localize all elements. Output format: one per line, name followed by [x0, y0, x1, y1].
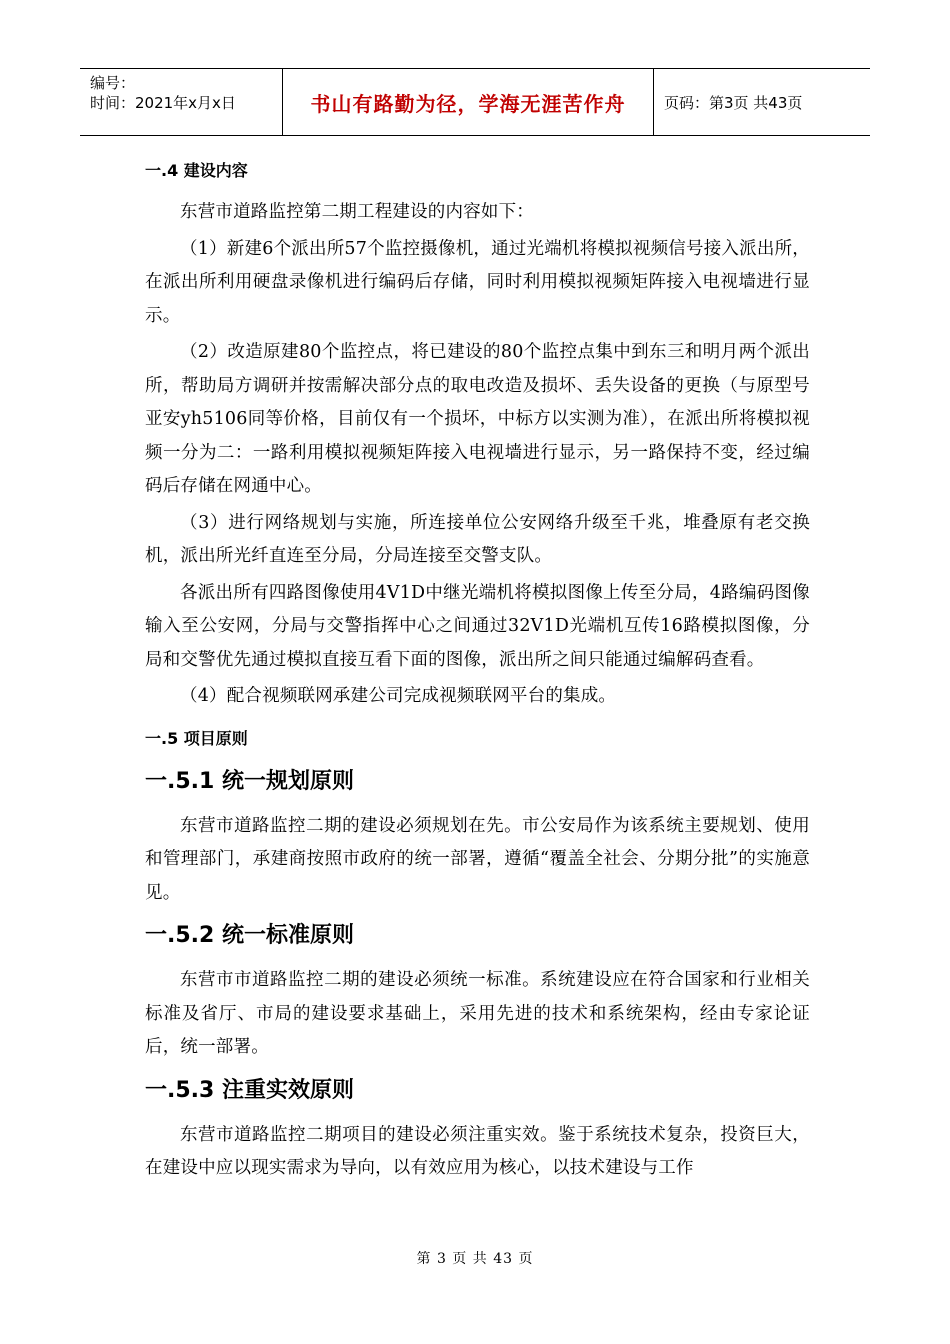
section-1-5-heading: 一.5 项目原则	[145, 728, 248, 748]
section-1-5-3-paragraph: 东营市道路监控二期项目的建设必须注重实效。鉴于系统技术复杂，投资巨大，在建设中应以现实需求为导向，以有效应用为核心，以技术建设与工作	[145, 1124, 810, 1178]
number-label: 编号：	[90, 74, 136, 92]
document-body	[145, 150, 810, 1189]
date-label: 时间：2021年x月x日	[90, 94, 236, 112]
section-1-5-2-heading: 一.5.2 统一标准原则	[145, 923, 354, 948]
section-1-4-item-2: （2）改造原建80个监控点，将已建设的80个监控点集中到东三和明月两个派出所，帮助局方调研并按需解决部分点的取电改造及损坏、丢失设备的更换（与原型号亚安yh5106同等价格，目前仅有一个损坏，中标方以实测为准），在派出所将模拟视频一分为二：一路利用模拟视频矩阵接入电视墙进行显示，另一路保持不变，经过编码后存储在网通中心。	[145, 342, 810, 496]
section-1-4-intro: 东营市道路监控第二期工程建设的内容如下：	[180, 202, 534, 222]
section-1-4-item-4: （4）配合视频联网承建公司完成视频联网平台的集成。	[180, 686, 617, 706]
section-1-4-item-1: （1）新建6个派出所57个监控摄像机，通过光端机将模拟视频信号接入派出所，在派出所利用硬盘录像机进行编码后存储，同时利用模拟视频矩阵接入电视墙进行显示。	[145, 238, 810, 326]
header-page-info: 页码：第3页 共43页	[664, 93, 803, 112]
motto: 书山有路勤为径，学海无涯苦作舟	[310, 91, 626, 116]
header-motto-cell	[282, 69, 654, 135]
section-1-4-item-3: （3）进行网络规划与实施，所连接单位公安网络升级至千兆，堆叠原有老交换机，派出所光纤直连至分局，分局连接至交警支队。	[145, 512, 810, 566]
section-1-4-heading: 一.4 建设内容	[145, 161, 248, 180]
page-footer: 第 3 页 共 43 页	[416, 1251, 534, 1267]
section-1-5-2-paragraph: 东营市市道路监控二期的建设必须统一标准。系统建设应在符合国家和行业相关标准及省厅、市局的建设要求基础上，采用先进的技术和系统架构，经由专家论证后，统一部署。	[145, 970, 810, 1057]
section-1-4-paragraph: 各派出所有四路图像使用4V1D中继光端机将模拟图像上传至分局，4路编码图像输入至公安网，分局与交警指挥中心之间通过32V1D光端机互传16路模拟图像，分局和交警优先通过模拟直接互看下面的图像，派出所之间只能通过编解码查看。	[145, 582, 810, 670]
page-header	[80, 68, 870, 136]
section-1-5-1-paragraph: 东营市道路监控二期的建设必须规划在先。市公安局作为该系统主要规划、使用和管理部门，承建商按照市政府的统一部署，遵循“覆盖全社会、分期分批”的实施意见。	[145, 815, 810, 903]
section-1-5-1-heading: 一.5.1 统一规划原则	[145, 768, 354, 794]
header-meta	[80, 69, 282, 135]
section-1-5-3-heading: 一.5.3 注重实效原则	[145, 1077, 354, 1103]
